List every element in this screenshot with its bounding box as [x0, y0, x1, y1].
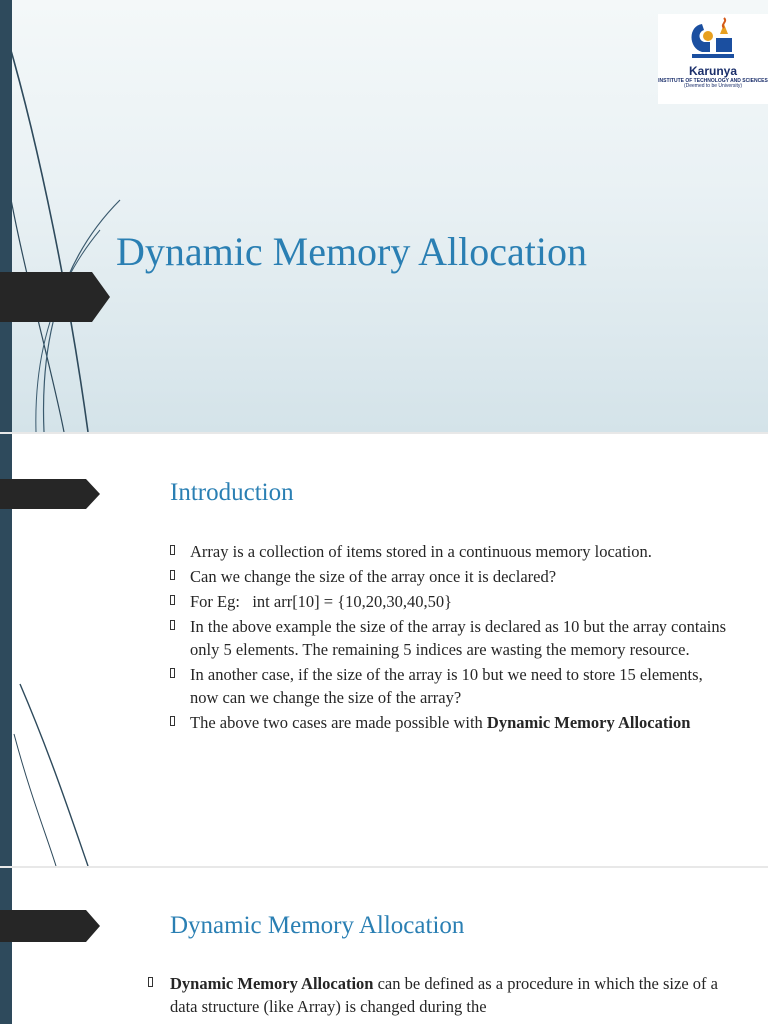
- definition-slide: [0, 868, 768, 1024]
- introduction-slide: [0, 434, 768, 866]
- list-item: Dynamic Memory Allocation can be defined as a procedure in which the size of a data structure (like Array) is changed during the: [148, 972, 728, 1018]
- list-item: In another case, if the size of the array is 10 but we need to store 15 elements, now can we change the size of the array?: [170, 663, 730, 709]
- list-item: In the above example the size of the array is declared as 10 but the array contains only 5 elements. The remaining 5 indices are wasting the memory resource.: [170, 615, 730, 661]
- list-item: Array is a collection of items stored in a continuous memory location.: [170, 540, 730, 563]
- karunya-logo: [658, 14, 768, 104]
- chevron-tab: [0, 479, 100, 509]
- slide-title: Dynamic Memory Allocation: [116, 229, 588, 274]
- bullet-list: [170, 540, 730, 736]
- bullet-list: [148, 972, 728, 1020]
- list-item: Can we change the size of the array once it is declared?: [170, 565, 730, 588]
- logo-line-2: (Deemed to be University): [683, 83, 743, 90]
- chevron-tab: [0, 272, 110, 322]
- section-heading: Dynamic Memory Allocation: [170, 912, 465, 939]
- list-item: For Eg: int arr[10] = {10,20,30,40,50}: [170, 590, 730, 613]
- left-accent-bar: [0, 868, 12, 1024]
- decorative-curves: [0, 0, 130, 432]
- section-heading: Introduction: [170, 479, 294, 506]
- chevron-tab: [0, 910, 100, 942]
- list-item: The above two cases are made possible with Dynamic Memory Allocation: [170, 711, 730, 734]
- left-accent-bar: [0, 0, 12, 432]
- title-slide: [0, 0, 768, 432]
- logo-name: Karunya: [688, 64, 738, 78]
- logo-line-1: INSTITUTE OF TECHNOLOGY AND SCIENCES: [658, 78, 768, 84]
